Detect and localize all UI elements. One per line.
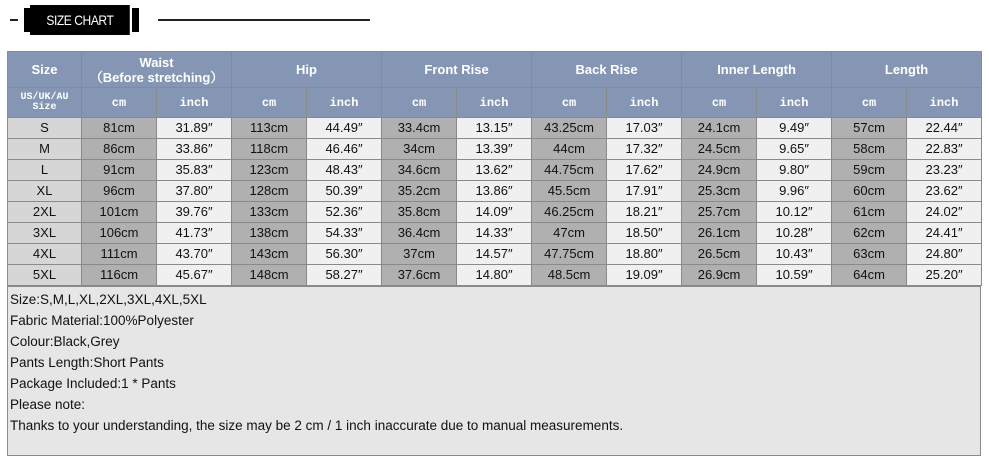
- inch-value-cell: 24.02″: [907, 202, 982, 223]
- group-header-back-rise: Back Rise: [532, 52, 682, 88]
- cm-value-cell: 148cm: [232, 265, 307, 286]
- cm-value-cell: 96cm: [82, 181, 157, 202]
- cm-value-cell: 60cm: [832, 181, 907, 202]
- inch-value-cell: 17.91″: [607, 181, 682, 202]
- unit-inch: inch: [757, 88, 832, 118]
- inch-value-cell: 17.32″: [607, 139, 682, 160]
- inch-value-cell: 10.28″: [757, 223, 832, 244]
- cm-value-cell: 101cm: [82, 202, 157, 223]
- cm-value-cell: 25.3cm: [682, 181, 757, 202]
- cm-value-cell: 63cm: [832, 244, 907, 265]
- unit-cm: cm: [682, 88, 757, 118]
- size-cell: L: [8, 160, 82, 181]
- note-colour: Colour:Black,Grey: [10, 334, 120, 349]
- banner-cap-right: [132, 8, 139, 32]
- size-chart-table: [7, 51, 982, 286]
- inch-value-cell: 13.62″: [457, 160, 532, 181]
- inch-value-cell: 10.12″: [757, 202, 832, 223]
- cm-value-cell: 138cm: [232, 223, 307, 244]
- inch-value-cell: 10.59″: [757, 265, 832, 286]
- cm-value-cell: 91cm: [82, 160, 157, 181]
- cm-value-cell: 47.75cm: [532, 244, 607, 265]
- banner-rule: [158, 19, 370, 21]
- unit-inch: inch: [307, 88, 382, 118]
- table-row: [8, 265, 982, 286]
- cm-value-cell: 81cm: [82, 118, 157, 139]
- unit-inch: inch: [907, 88, 982, 118]
- cm-value-cell: 24.9cm: [682, 160, 757, 181]
- table-row: [8, 118, 982, 139]
- cm-value-cell: 143cm: [232, 244, 307, 265]
- inch-value-cell: 41.73″: [157, 223, 232, 244]
- cm-value-cell: 62cm: [832, 223, 907, 244]
- size-cell: XL: [8, 181, 82, 202]
- inch-value-cell: 13.39″: [457, 139, 532, 160]
- cm-value-cell: 106cm: [82, 223, 157, 244]
- size-cell: M: [8, 139, 82, 160]
- size-cell: 2XL: [8, 202, 82, 223]
- size-cell: 4XL: [8, 244, 82, 265]
- inch-value-cell: 50.39″: [307, 181, 382, 202]
- inch-value-cell: 52.36″: [307, 202, 382, 223]
- table-row: [8, 160, 982, 181]
- table-row: [8, 244, 982, 265]
- cm-value-cell: 34cm: [382, 139, 457, 160]
- cm-value-cell: 57cm: [832, 118, 907, 139]
- inch-value-cell: 17.62″: [607, 160, 682, 181]
- note-package: Package Included:1 * Pants: [10, 376, 176, 391]
- inch-value-cell: 56.30″: [307, 244, 382, 265]
- cm-value-cell: 26.9cm: [682, 265, 757, 286]
- header-row-groups: [8, 52, 982, 88]
- note-pants-length: Pants Length:Short Pants: [10, 355, 164, 370]
- inch-value-cell: 9.65″: [757, 139, 832, 160]
- cm-value-cell: 61cm: [832, 202, 907, 223]
- unit-cm: cm: [232, 88, 307, 118]
- cm-value-cell: 116cm: [82, 265, 157, 286]
- unit-cm: cm: [382, 88, 457, 118]
- inch-value-cell: 18.50″: [607, 223, 682, 244]
- banner-label: SIZE CHART: [30, 5, 130, 35]
- cm-value-cell: 26.5cm: [682, 244, 757, 265]
- inch-value-cell: 24.41″: [907, 223, 982, 244]
- group-header-waist: [82, 52, 232, 88]
- inch-value-cell: 33.86″: [157, 139, 232, 160]
- inch-value-cell: 25.20″: [907, 265, 982, 286]
- inch-value-cell: 17.03″: [607, 118, 682, 139]
- cm-value-cell: 37.6cm: [382, 265, 457, 286]
- cm-value-cell: 47cm: [532, 223, 607, 244]
- cm-value-cell: 35.2cm: [382, 181, 457, 202]
- inch-value-cell: 39.76″: [157, 202, 232, 223]
- note-sizes: Size:S,M,L,XL,2XL,3XL,4XL,5XL: [10, 292, 207, 307]
- inch-value-cell: 14.80″: [457, 265, 532, 286]
- inch-value-cell: 9.80″: [757, 160, 832, 181]
- group-header-hip: Hip: [232, 52, 382, 88]
- unit-cm: cm: [82, 88, 157, 118]
- inch-value-cell: 48.43″: [307, 160, 382, 181]
- cm-value-cell: 36.4cm: [382, 223, 457, 244]
- inch-value-cell: 54.33″: [307, 223, 382, 244]
- unit-cm: cm: [832, 88, 907, 118]
- size-cell: S: [8, 118, 82, 139]
- unit-inch: inch: [157, 88, 232, 118]
- cm-value-cell: 45.5cm: [532, 181, 607, 202]
- region-size-label: US/UK/AU Size: [8, 88, 82, 118]
- group-subtitle: （Before stretching）: [89, 69, 224, 85]
- inch-value-cell: 9.96″: [757, 181, 832, 202]
- cm-value-cell: 24.5cm: [682, 139, 757, 160]
- header-row-units: [8, 88, 982, 118]
- inch-value-cell: 43.70″: [157, 244, 232, 265]
- group-header-inner-length: Inner Length: [682, 52, 832, 88]
- inch-value-cell: 22.44″: [907, 118, 982, 139]
- note-disclaimer: Thanks to your understanding, the size may be 2 cm / 1 inch inaccurate due to manual measurements.: [10, 418, 624, 433]
- inch-value-cell: 14.09″: [457, 202, 532, 223]
- inch-value-cell: 31.89″: [157, 118, 232, 139]
- table-row: [8, 223, 982, 244]
- cm-value-cell: 33.4cm: [382, 118, 457, 139]
- inch-value-cell: 13.15″: [457, 118, 532, 139]
- inch-value-cell: 46.46″: [307, 139, 382, 160]
- inch-value-cell: 18.21″: [607, 202, 682, 223]
- table-row: [8, 202, 982, 223]
- unit-cm: cm: [532, 88, 607, 118]
- inch-value-cell: 58.27″: [307, 265, 382, 286]
- cm-value-cell: 43.25cm: [532, 118, 607, 139]
- cm-value-cell: 48.5cm: [532, 265, 607, 286]
- inch-value-cell: 13.86″: [457, 181, 532, 202]
- cm-value-cell: 86cm: [82, 139, 157, 160]
- inch-value-cell: 9.49″: [757, 118, 832, 139]
- cm-value-cell: 35.8cm: [382, 202, 457, 223]
- table-row: [8, 139, 982, 160]
- inch-value-cell: 22.83″: [907, 139, 982, 160]
- group-header-front-rise: Front Rise: [382, 52, 532, 88]
- cm-value-cell: 118cm: [232, 139, 307, 160]
- cm-value-cell: 24.1cm: [682, 118, 757, 139]
- inch-value-cell: 44.49″: [307, 118, 382, 139]
- cm-value-cell: 44.75cm: [532, 160, 607, 181]
- note-fabric: Fabric Material:100%Polyester: [10, 313, 194, 328]
- cm-value-cell: 34.6cm: [382, 160, 457, 181]
- size-cell: 3XL: [8, 223, 82, 244]
- product-notes: [7, 286, 981, 456]
- inch-value-cell: 45.67″: [157, 265, 232, 286]
- cm-value-cell: 26.1cm: [682, 223, 757, 244]
- cm-value-cell: 25.7cm: [682, 202, 757, 223]
- cm-value-cell: 59cm: [832, 160, 907, 181]
- cm-value-cell: 111cm: [82, 244, 157, 265]
- group-header-length: Length: [832, 52, 982, 88]
- cm-value-cell: 113cm: [232, 118, 307, 139]
- inch-value-cell: 35.83″: [157, 160, 232, 181]
- cm-value-cell: 128cm: [232, 181, 307, 202]
- inch-value-cell: 10.43″: [757, 244, 832, 265]
- group-name: Waist: [139, 54, 174, 70]
- size-rows: [8, 118, 982, 286]
- banner-dash: [10, 19, 18, 21]
- unit-inch: inch: [607, 88, 682, 118]
- cm-value-cell: 58cm: [832, 139, 907, 160]
- inch-value-cell: 23.62″: [907, 181, 982, 202]
- cm-value-cell: 46.25cm: [532, 202, 607, 223]
- unit-inch: inch: [457, 88, 532, 118]
- cm-value-cell: 133cm: [232, 202, 307, 223]
- inch-value-cell: 24.80″: [907, 244, 982, 265]
- inch-value-cell: 18.80″: [607, 244, 682, 265]
- inch-value-cell: 14.57″: [457, 244, 532, 265]
- inch-value-cell: 37.80″: [157, 181, 232, 202]
- size-header: Size: [8, 52, 82, 88]
- inch-value-cell: 23.23″: [907, 160, 982, 181]
- size-chart-banner: [0, 0, 989, 48]
- cm-value-cell: 44cm: [532, 139, 607, 160]
- inch-value-cell: 14.33″: [457, 223, 532, 244]
- table-row: [8, 181, 982, 202]
- size-cell: 5XL: [8, 265, 82, 286]
- cm-value-cell: 123cm: [232, 160, 307, 181]
- cm-value-cell: 37cm: [382, 244, 457, 265]
- cm-value-cell: 64cm: [832, 265, 907, 286]
- note-please-note: Please note:: [10, 397, 86, 412]
- inch-value-cell: 19.09″: [607, 265, 682, 286]
